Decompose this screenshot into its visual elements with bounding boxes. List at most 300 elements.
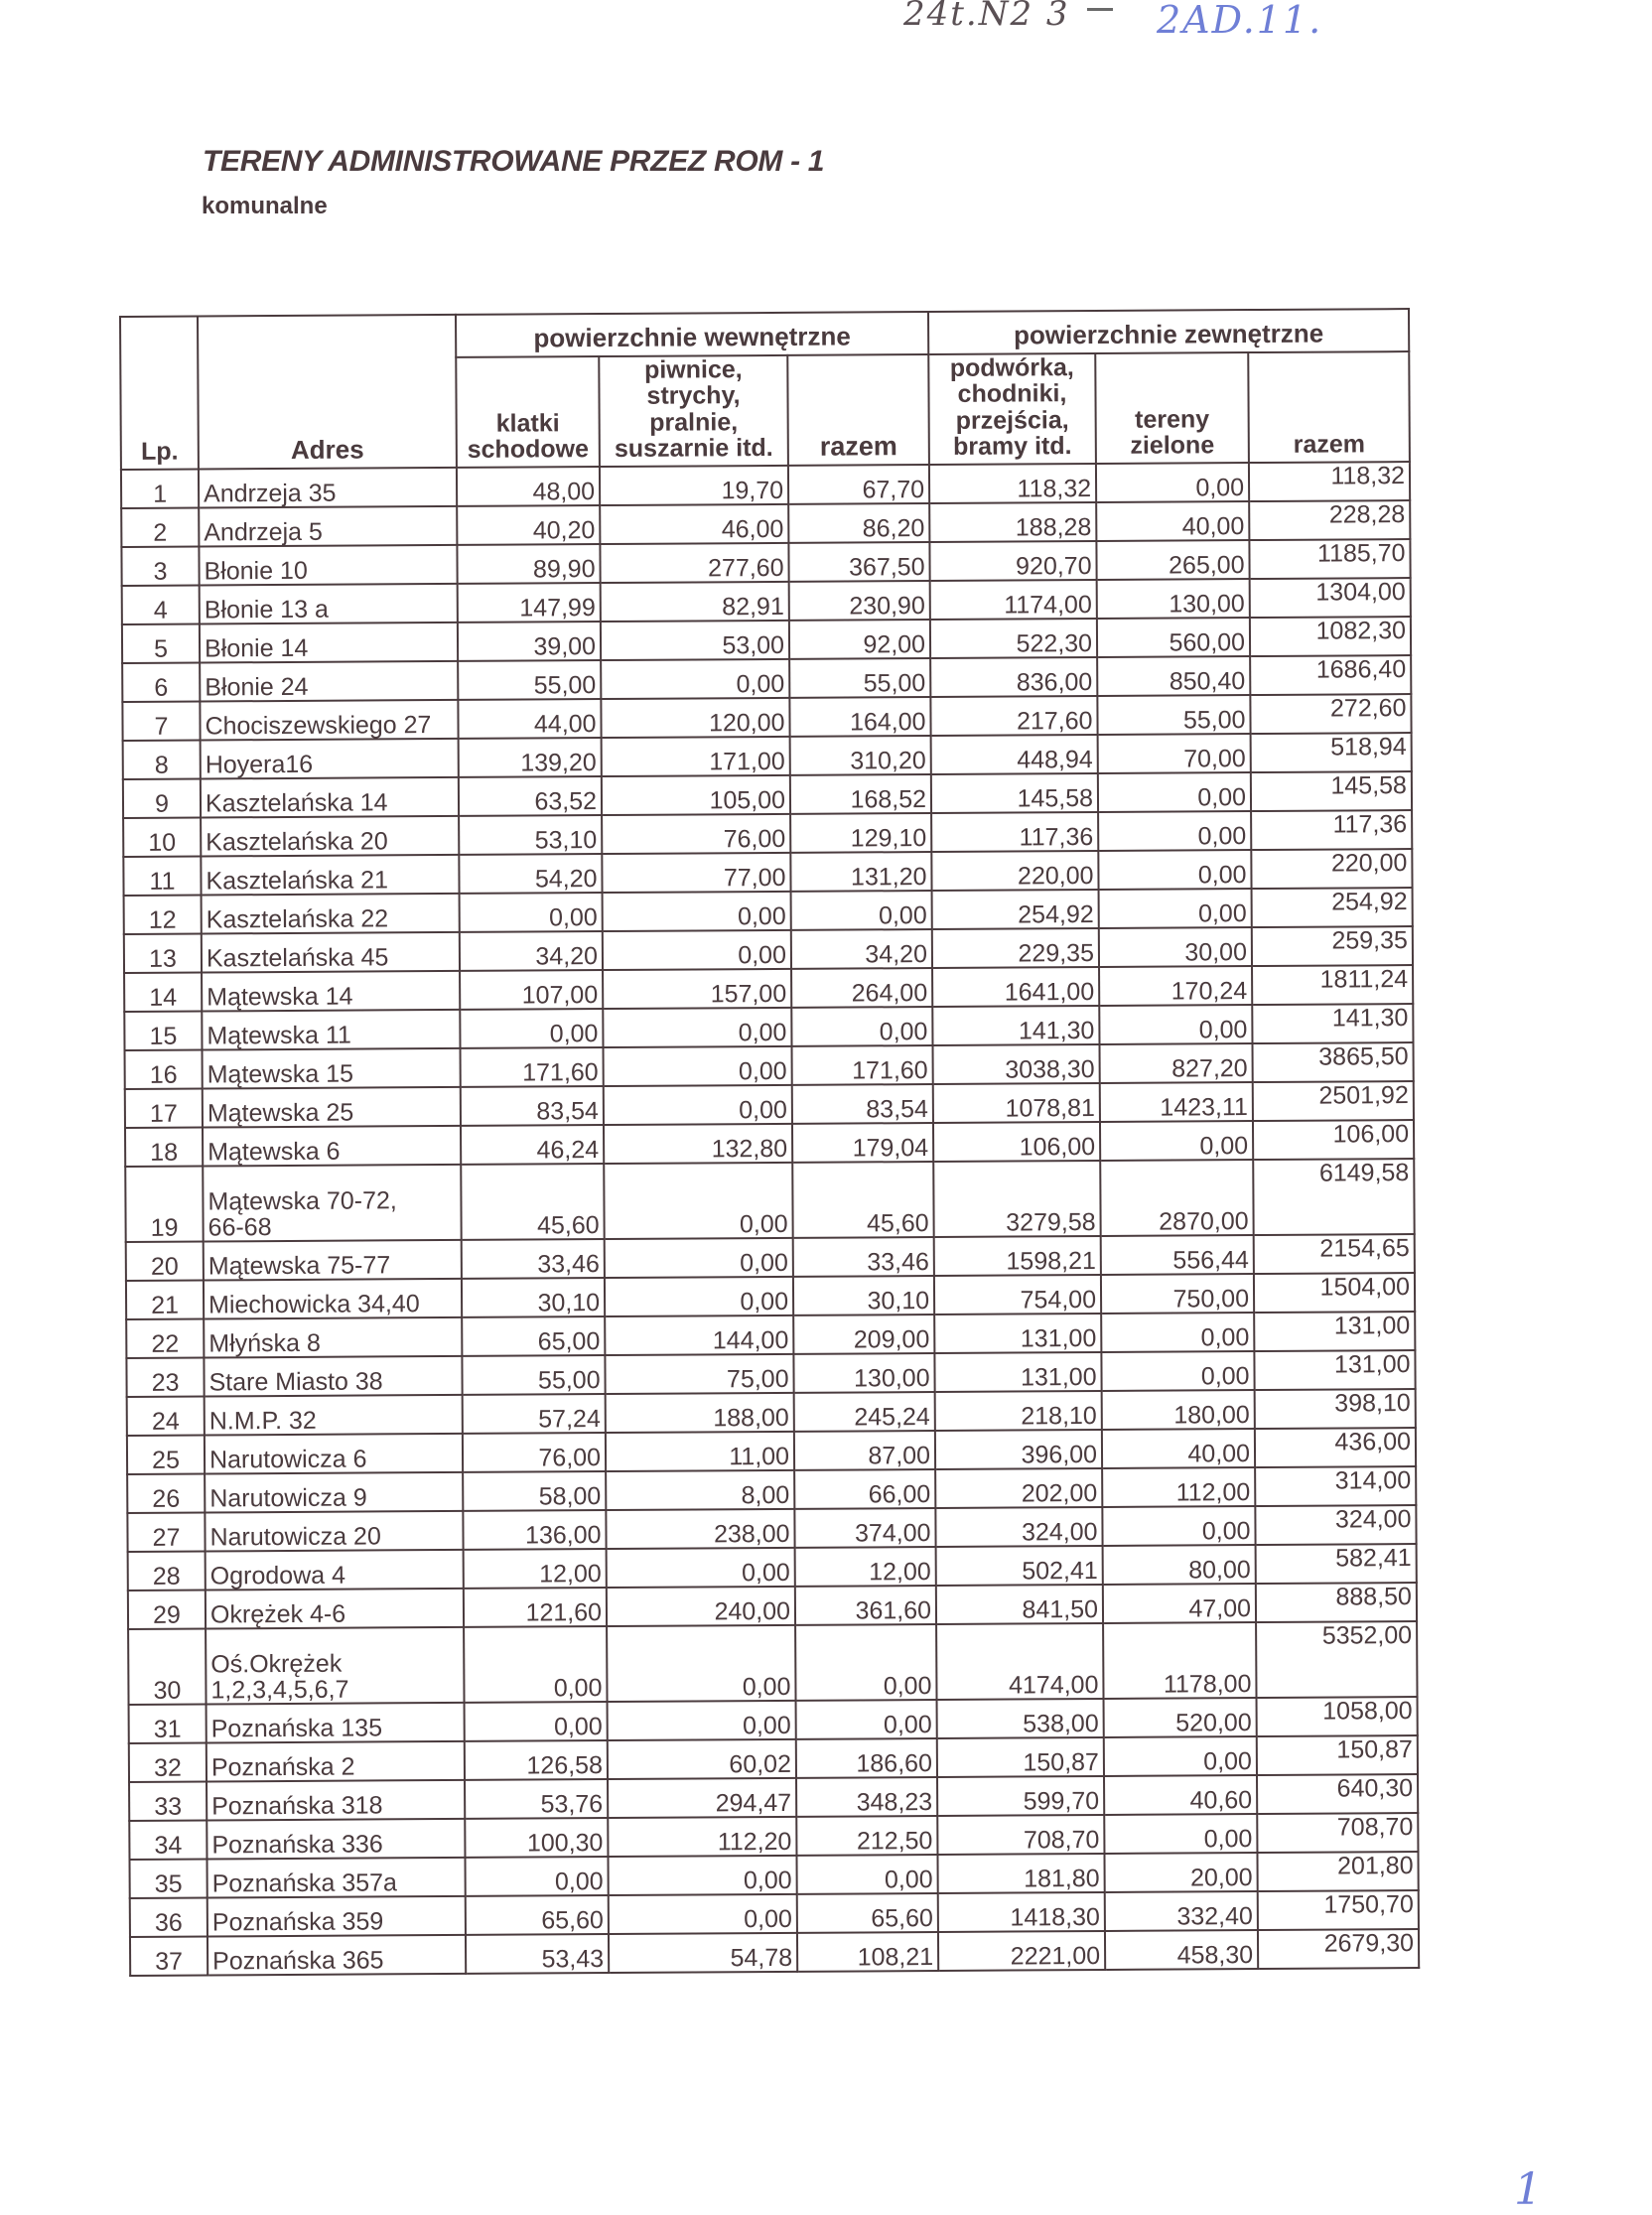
row-lp: 23 — [126, 1357, 204, 1396]
row-klatki-schodowe: 53,76 — [465, 1779, 608, 1819]
row-adres — [203, 1165, 461, 1242]
row-lp: 15 — [124, 1012, 202, 1050]
row-podworka: 106,00 — [933, 1122, 1100, 1162]
row-razem-internal: 12,00 — [795, 1547, 936, 1587]
table-row — [122, 655, 1411, 702]
address-line: Kasztelańska 20 — [206, 827, 388, 857]
address-line: Narutowicza 20 — [209, 1522, 381, 1552]
address-line: Poznańska 336 — [211, 1830, 383, 1860]
row-tereny-zielone: 180,00 — [1102, 1390, 1255, 1430]
row-podworka: 841,50 — [936, 1585, 1103, 1624]
row-tereny-zielone: 40,00 — [1102, 1429, 1255, 1468]
row-podworka: 254,92 — [932, 890, 1099, 929]
row-razem-external: 201,80 — [1257, 1852, 1418, 1891]
row-razem-external: 708,70 — [1257, 1813, 1418, 1853]
row-razem-internal: 186,60 — [796, 1738, 937, 1778]
table-row — [124, 926, 1413, 973]
address-line: Poznańska 135 — [210, 1714, 383, 1743]
table-row — [128, 1621, 1417, 1705]
row-tereny-zielone: 130,00 — [1097, 579, 1250, 619]
row-podworka: 188,28 — [929, 502, 1096, 542]
row-podworka: 3038,30 — [933, 1044, 1100, 1084]
row-podworka: 1418,30 — [938, 1892, 1105, 1932]
row-tereny-zielone: 0,00 — [1104, 1814, 1257, 1854]
row-razem-external: 228,28 — [1249, 500, 1410, 540]
administered-areas-table — [119, 308, 1420, 1977]
row-razem-internal: 45,60 — [792, 1162, 933, 1238]
row-piwnice: 0,00 — [607, 1625, 795, 1702]
row-piwnice: 238,00 — [606, 1509, 794, 1549]
row-piwnice: 0,00 — [601, 659, 789, 699]
table-row — [129, 1774, 1418, 1821]
table-row — [129, 1852, 1418, 1898]
document-title: TERENY ADMINISTROWANE PRZEZ ROM - 1 — [203, 145, 825, 178]
table-row — [126, 1234, 1415, 1281]
row-piwnice: 46,00 — [600, 504, 788, 544]
header-line: suszarnie itd. — [614, 433, 773, 463]
row-adres — [201, 777, 459, 818]
row-lp: 24 — [127, 1396, 205, 1435]
row-razem-external: 3865,50 — [1252, 1042, 1413, 1082]
header-line: zielone — [1130, 431, 1215, 460]
row-lp: 14 — [124, 973, 202, 1012]
row-piwnice: 132,80 — [604, 1124, 792, 1164]
row-razem-internal: 168,52 — [790, 774, 931, 814]
address-line: Mątewska 25 — [206, 1098, 354, 1128]
row-razem-internal: 129,10 — [790, 813, 931, 853]
row-klatki-schodowe: 33,46 — [462, 1239, 605, 1279]
header-line: przejścia, — [955, 405, 1069, 435]
header-tereny-zielone — [1095, 352, 1249, 464]
row-tereny-zielone: 30,00 — [1099, 927, 1252, 967]
header-lp: Lp. — [120, 317, 199, 470]
row-klatki-schodowe: 48,00 — [457, 467, 600, 506]
row-piwnice: 60,02 — [608, 1739, 796, 1779]
row-razem-external: 254,92 — [1252, 888, 1413, 927]
row-piwnice: 277,60 — [600, 543, 788, 583]
row-tereny-zielone: 1423,11 — [1100, 1082, 1253, 1122]
row-podworka: 220,00 — [931, 851, 1098, 891]
table-row — [124, 1004, 1413, 1050]
row-lp: 27 — [127, 1512, 205, 1551]
table-row — [122, 578, 1411, 624]
row-podworka: 448,94 — [931, 735, 1098, 774]
row-lp: 36 — [130, 1897, 207, 1936]
row-podworka: 218,10 — [935, 1391, 1102, 1431]
table-row — [127, 1505, 1416, 1552]
row-lp: 35 — [129, 1859, 206, 1897]
row-tereny-zielone: 40,00 — [1096, 501, 1249, 541]
row-tereny-zielone: 0,00 — [1101, 1351, 1254, 1391]
row-lp: 1 — [121, 470, 199, 508]
row-lp: 37 — [130, 1936, 207, 1975]
row-razem-external: 582,41 — [1256, 1544, 1417, 1584]
row-adres — [206, 1819, 465, 1860]
row-adres — [202, 894, 460, 934]
table-row — [123, 733, 1412, 779]
row-piwnice: 82,91 — [601, 582, 789, 622]
row-piwnice: 75,00 — [605, 1354, 793, 1394]
row-tereny-zielone: 520,00 — [1104, 1698, 1257, 1737]
address-line: Kasztelańska 22 — [206, 904, 389, 934]
address-line: Poznańska 2 — [210, 1752, 355, 1782]
row-podworka: 522,30 — [930, 619, 1097, 658]
row-podworka: 150,87 — [937, 1737, 1104, 1777]
table-row — [121, 500, 1410, 547]
row-razem-internal: 264,00 — [791, 968, 932, 1008]
row-piwnice: 0,00 — [604, 1163, 792, 1239]
header-adres: Adres — [198, 315, 457, 470]
row-tereny-zielone: 0,00 — [1098, 811, 1251, 851]
row-klatki-schodowe: 39,00 — [458, 622, 601, 661]
row-piwnice: 0,00 — [604, 1046, 792, 1086]
header-piwnice — [599, 355, 788, 467]
table-row — [123, 771, 1412, 818]
row-piwnice: 188,00 — [606, 1393, 794, 1433]
row-razem-internal: 87,00 — [794, 1431, 935, 1470]
row-podworka: 396,00 — [935, 1430, 1102, 1469]
row-razem-external: 1304,00 — [1250, 578, 1411, 618]
handwritten-reference-note: 24t.N2 3 — [903, 0, 1070, 34]
row-razem-external: 272,60 — [1250, 694, 1411, 734]
row-razem-internal: 209,00 — [793, 1315, 934, 1354]
row-razem-external: 117,36 — [1251, 810, 1412, 850]
row-tereny-zielone: 0,00 — [1096, 463, 1249, 502]
row-klatki-schodowe: 57,24 — [463, 1394, 606, 1434]
row-adres — [199, 506, 457, 547]
row-podworka: 131,00 — [934, 1314, 1101, 1353]
row-razem-external: 1082,30 — [1250, 617, 1411, 656]
table-row — [128, 1544, 1417, 1591]
row-piwnice: 0,00 — [603, 892, 791, 931]
row-razem-internal: 361,60 — [795, 1586, 936, 1625]
row-klatki-schodowe: 54,20 — [459, 854, 602, 894]
row-lp: 4 — [122, 586, 200, 624]
row-klatki-schodowe: 65,00 — [462, 1316, 605, 1356]
row-razem-internal: 86,20 — [788, 503, 929, 543]
row-podworka: 1174,00 — [930, 580, 1097, 620]
row-adres — [201, 739, 459, 779]
row-podworka: 502,41 — [936, 1546, 1103, 1586]
handwritten-dash — [1087, 8, 1113, 11]
row-adres — [202, 1010, 460, 1050]
row-adres — [203, 1048, 461, 1089]
row-razem-internal: 310,20 — [790, 736, 931, 775]
address-line: Andrzeja 35 — [204, 479, 337, 508]
row-piwnice: 0,00 — [607, 1548, 795, 1588]
table-row — [125, 1042, 1414, 1089]
row-piwnice: 76,00 — [602, 814, 790, 854]
row-piwnice: 0,00 — [603, 930, 791, 970]
row-piwnice: 144,00 — [605, 1315, 793, 1355]
header-line: chodniki, — [957, 379, 1067, 409]
address-line: 1,2,3,4,5,6,7 — [210, 1675, 349, 1705]
row-piwnice: 11,00 — [606, 1432, 794, 1471]
row-adres — [206, 1741, 465, 1782]
row-klatki-schodowe: 0,00 — [464, 1626, 607, 1703]
row-podworka: 217,60 — [930, 696, 1097, 736]
row-lp: 11 — [123, 857, 201, 896]
row-tereny-zielone: 80,00 — [1103, 1545, 1256, 1585]
header-line: bramy itd. — [952, 431, 1072, 461]
address-line: Narutowicza 6 — [208, 1445, 367, 1474]
row-piwnice: 0,00 — [603, 1008, 791, 1047]
row-razem-internal: 33,46 — [793, 1237, 934, 1277]
row-lp: 7 — [122, 702, 200, 741]
table-row — [124, 965, 1413, 1012]
table-row — [122, 617, 1411, 663]
row-klatki-schodowe: 89,90 — [457, 544, 600, 584]
row-podworka: 920,70 — [929, 541, 1096, 581]
header-line: piwnice, — [643, 355, 743, 384]
row-tereny-zielone: 2870,00 — [1100, 1160, 1253, 1236]
row-podworka: 708,70 — [937, 1815, 1104, 1855]
row-adres — [206, 1858, 465, 1898]
address-line: Poznańska 357a — [211, 1869, 397, 1898]
header-line: klatki — [495, 408, 560, 438]
row-klatki-schodowe: 55,00 — [462, 1355, 605, 1395]
row-adres — [204, 1240, 462, 1281]
row-adres — [207, 1896, 466, 1937]
row-podworka: 538,00 — [937, 1699, 1104, 1738]
row-piwnice: 120,00 — [601, 698, 789, 738]
table-row — [123, 849, 1412, 896]
table-row — [125, 1081, 1414, 1128]
address-line: Poznańska 359 — [211, 1907, 384, 1937]
row-razem-external: 1811,24 — [1252, 965, 1413, 1005]
row-adres — [202, 932, 460, 973]
address-line: Andrzeja 5 — [204, 517, 323, 547]
row-adres — [204, 1317, 462, 1358]
table-row — [129, 1697, 1418, 1743]
row-klatki-schodowe: 44,00 — [458, 699, 601, 739]
row-lp: 16 — [125, 1050, 203, 1089]
header-razem-external: razem — [1248, 351, 1410, 463]
row-podworka: 599,70 — [937, 1776, 1104, 1816]
address-line: Mątewska 11 — [206, 1021, 351, 1050]
row-razem-external: 150,87 — [1257, 1735, 1418, 1775]
row-tereny-zielone: 0,00 — [1099, 1005, 1252, 1044]
row-tereny-zielone: 458,30 — [1105, 1930, 1258, 1970]
header-razem-internal: razem — [787, 354, 929, 466]
document-subtitle: komunalne — [202, 193, 328, 219]
address-line: Młyńska 8 — [208, 1328, 321, 1358]
row-razem-internal: 67,70 — [788, 465, 929, 504]
row-lp: 3 — [121, 547, 199, 586]
address-line: Chociszewskiego 27 — [205, 710, 432, 741]
table-row — [130, 1890, 1419, 1937]
address-line: Hoyera16 — [205, 750, 314, 779]
row-lp: 9 — [123, 779, 201, 818]
row-razem-external: 6149,58 — [1253, 1159, 1414, 1235]
row-klatki-schodowe: 139,20 — [459, 738, 602, 777]
row-klatki-schodowe: 0,00 — [460, 893, 603, 932]
header-group-external: powierzchnie zewnętrzne — [928, 309, 1409, 354]
row-podworka: 754,00 — [934, 1275, 1101, 1315]
row-lp: 20 — [126, 1242, 204, 1281]
row-lp: 26 — [127, 1473, 205, 1512]
row-razem-external: 5352,00 — [1256, 1621, 1417, 1698]
row-razem-internal: 0,00 — [796, 1700, 937, 1739]
address-line: Mątewska 15 — [206, 1059, 354, 1089]
row-adres — [201, 855, 459, 896]
row-razem-internal: 83,54 — [792, 1084, 933, 1124]
row-lp: 19 — [125, 1167, 203, 1242]
address-line: Mątewska 6 — [207, 1137, 341, 1167]
row-klatki-schodowe: 0,00 — [465, 1702, 608, 1741]
row-podworka: 1641,00 — [932, 967, 1099, 1007]
row-razem-external: 141,30 — [1252, 1004, 1413, 1043]
row-piwnice: 0,00 — [605, 1277, 793, 1316]
row-razem-external: 324,00 — [1255, 1505, 1416, 1545]
row-razem-internal: 108,21 — [797, 1932, 938, 1972]
row-piwnice: 112,20 — [608, 1817, 796, 1857]
row-razem-external: 145,58 — [1251, 771, 1412, 811]
row-tereny-zielone: 0,00 — [1102, 1506, 1255, 1546]
row-podworka: 2221,00 — [938, 1931, 1105, 1971]
row-adres — [205, 1511, 463, 1552]
row-adres — [204, 1356, 462, 1397]
row-lp: 21 — [126, 1280, 204, 1318]
row-razem-internal: 374,00 — [794, 1508, 935, 1548]
row-razem-internal: 55,00 — [789, 658, 930, 698]
address-line: Oś.Okrężek — [210, 1649, 343, 1678]
row-razem-external: 1058,00 — [1257, 1697, 1418, 1736]
address-line: Błonie 14 — [204, 633, 309, 663]
row-lp: 28 — [128, 1551, 206, 1590]
row-adres — [200, 700, 458, 741]
header-line: schodowe — [467, 434, 590, 464]
row-piwnice: 105,00 — [602, 775, 790, 815]
row-razem-external: 640,30 — [1257, 1774, 1418, 1814]
row-adres — [205, 1434, 463, 1474]
address-line: Miechowicka 34,40 — [208, 1289, 420, 1319]
row-tereny-zielone: 850,40 — [1097, 656, 1250, 696]
row-lp: 29 — [128, 1590, 206, 1628]
row-klatki-schodowe: 58,00 — [463, 1471, 606, 1511]
row-adres — [199, 545, 457, 586]
table-row — [127, 1428, 1416, 1474]
row-adres — [205, 1395, 463, 1436]
address-line: Poznańska 318 — [211, 1791, 383, 1821]
address-line: N.M.P. 32 — [208, 1406, 317, 1436]
row-adres — [207, 1935, 466, 1976]
row-razem-external: 1686,40 — [1250, 655, 1411, 695]
row-klatki-schodowe: 100,30 — [465, 1818, 608, 1858]
row-razem-internal: 0,00 — [796, 1855, 937, 1894]
row-tereny-zielone: 332,40 — [1105, 1891, 1258, 1931]
row-piwnice: 157,00 — [603, 969, 791, 1009]
row-klatki-schodowe: 121,60 — [464, 1588, 607, 1627]
address-line: Okrężek 4-6 — [209, 1599, 346, 1629]
row-adres — [199, 468, 457, 508]
row-lp: 32 — [129, 1742, 206, 1781]
row-piwnice: 294,47 — [608, 1778, 796, 1818]
row-razem-external: 2154,65 — [1254, 1234, 1415, 1274]
row-razem-internal: 230,90 — [789, 581, 930, 621]
row-razem-internal: 66,00 — [794, 1469, 935, 1509]
address-line: Mątewska 75-77 — [207, 1251, 391, 1281]
address-line: Ogrodowa 4 — [209, 1561, 346, 1591]
row-razem-internal: 0,00 — [791, 1007, 932, 1046]
row-razem-external: 131,00 — [1254, 1350, 1415, 1390]
row-razem-internal: 0,00 — [791, 891, 932, 930]
row-podworka: 1078,81 — [933, 1083, 1100, 1123]
row-klatki-schodowe: 53,10 — [459, 815, 602, 855]
row-klatki-schodowe: 65,60 — [466, 1895, 609, 1935]
address-line: Kasztelańska 21 — [206, 866, 389, 896]
row-razem-external: 2501,92 — [1253, 1081, 1414, 1121]
row-razem-internal: 131,20 — [790, 852, 931, 892]
row-tereny-zielone: 560,00 — [1097, 618, 1250, 657]
row-lp: 25 — [127, 1435, 205, 1473]
row-razem-internal: 65,60 — [797, 1893, 938, 1933]
row-adres — [206, 1627, 464, 1705]
row-razem-external: 518,94 — [1251, 733, 1412, 772]
row-piwnice: 240,00 — [607, 1587, 795, 1626]
table-row — [127, 1466, 1416, 1513]
row-adres — [203, 1126, 461, 1167]
table-row — [125, 1159, 1414, 1242]
address-line: 66-68 — [207, 1212, 272, 1242]
row-razem-external: 259,35 — [1252, 926, 1413, 966]
row-piwnice: 0,00 — [605, 1238, 793, 1278]
address-line: Błonie 13 a — [204, 595, 330, 624]
row-tereny-zielone: 112,00 — [1102, 1467, 1255, 1507]
row-razem-external: 131,00 — [1254, 1312, 1415, 1351]
row-adres — [206, 1780, 465, 1821]
address-line: Mątewska 14 — [206, 982, 353, 1012]
row-podworka: 145,58 — [931, 773, 1098, 813]
row-piwnice: 8,00 — [606, 1470, 794, 1510]
row-adres — [203, 1087, 461, 1128]
row-klatki-schodowe: 45,60 — [461, 1164, 604, 1240]
header-line: pralnie, — [649, 407, 739, 437]
table-row — [129, 1735, 1418, 1782]
row-lp: 30 — [128, 1628, 206, 1704]
row-klatki-schodowe: 76,00 — [463, 1433, 606, 1472]
row-razem-external: 1185,70 — [1249, 539, 1410, 579]
row-adres — [200, 661, 458, 702]
row-klatki-schodowe: 55,00 — [458, 660, 601, 700]
row-podworka: 3279,58 — [933, 1161, 1100, 1237]
row-lp: 18 — [125, 1128, 203, 1167]
row-razem-internal: 130,00 — [793, 1353, 934, 1393]
row-razem-external: 2679,30 — [1258, 1929, 1419, 1969]
row-podworka: 131,00 — [934, 1352, 1101, 1392]
row-podworka: 118,32 — [929, 464, 1096, 503]
row-lp: 13 — [124, 934, 202, 973]
row-lp: 34 — [129, 1820, 206, 1859]
row-tereny-zielone: 47,00 — [1103, 1584, 1256, 1623]
row-tereny-zielone: 0,00 — [1098, 850, 1251, 890]
row-adres — [206, 1703, 465, 1743]
row-tereny-zielone: 40,60 — [1104, 1775, 1257, 1815]
row-klatki-schodowe: 53,43 — [466, 1934, 609, 1974]
row-klatki-schodowe: 40,20 — [457, 505, 600, 545]
table-body — [121, 462, 1419, 1976]
address-line: Błonie 24 — [205, 672, 309, 702]
row-podworka: 117,36 — [931, 812, 1098, 852]
table-row — [125, 1120, 1414, 1167]
row-klatki-schodowe: 126,58 — [465, 1740, 608, 1780]
row-adres — [200, 623, 458, 663]
header-group-internal: powierzchnie wewnętrzne — [456, 312, 928, 357]
header-line: podwórka, — [949, 353, 1074, 382]
table-row — [121, 539, 1410, 586]
row-piwnice: 0,00 — [608, 1701, 796, 1740]
row-lp: 6 — [122, 663, 200, 702]
